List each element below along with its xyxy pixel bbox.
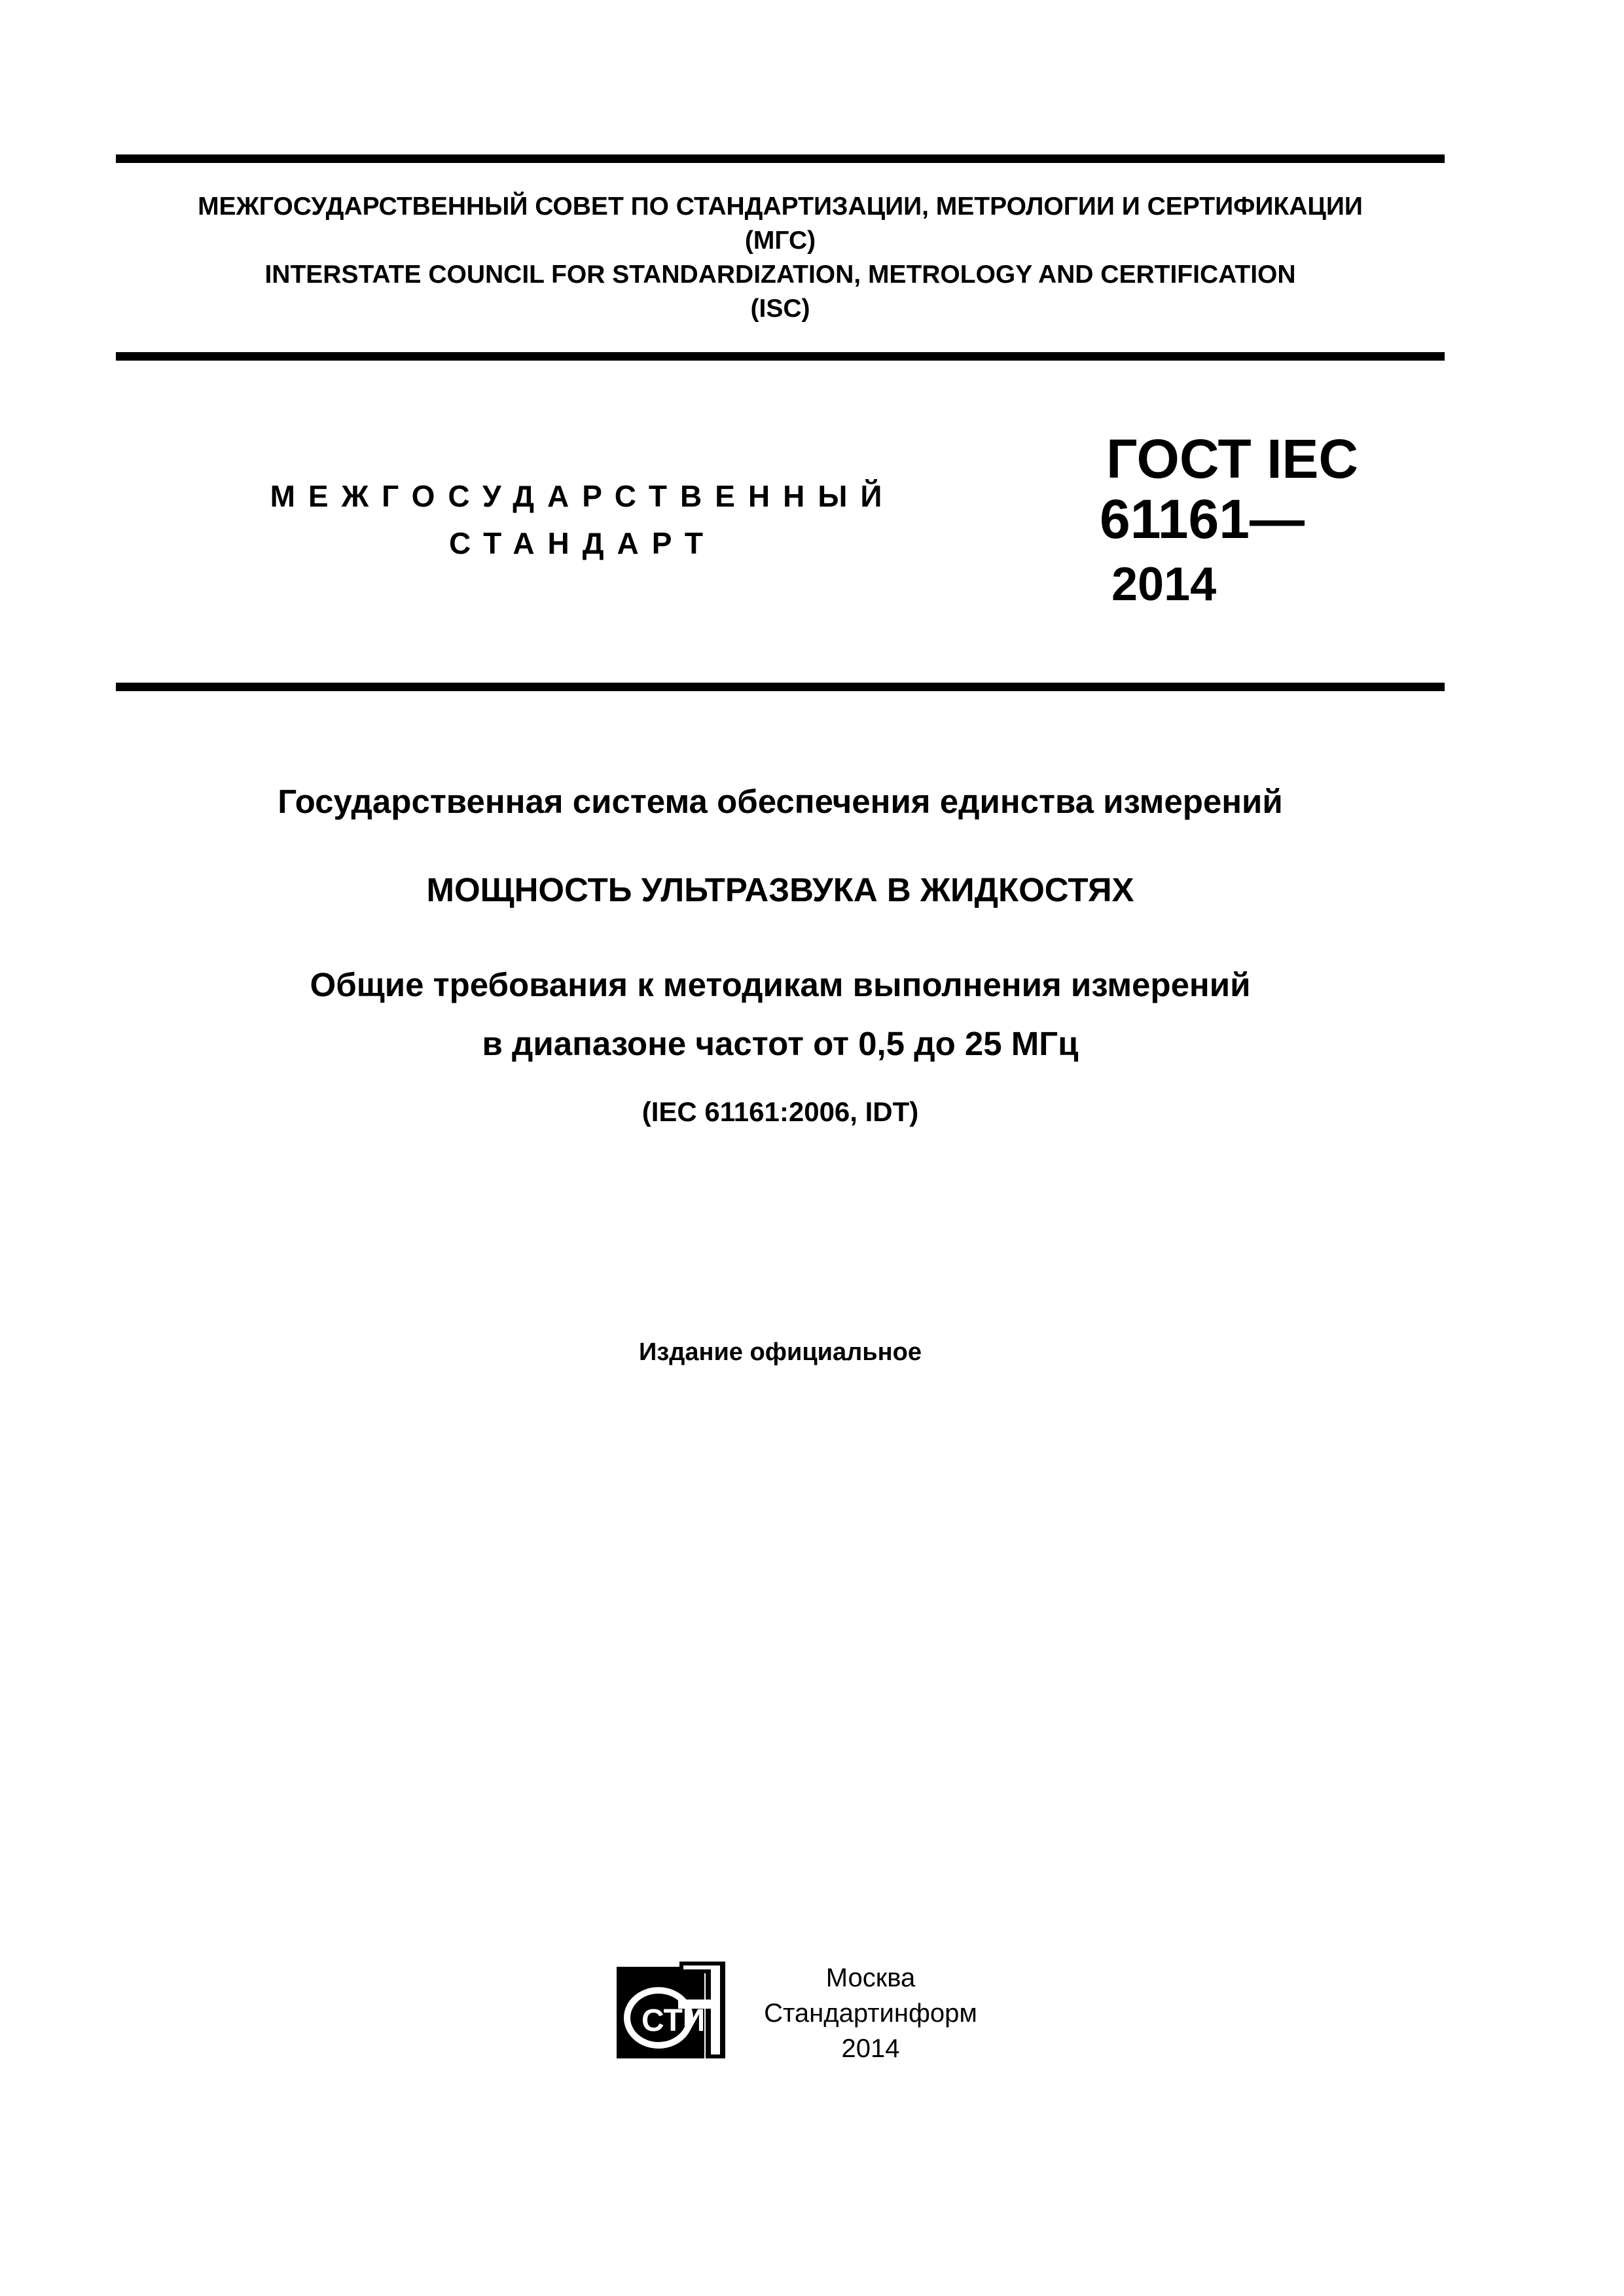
standartinform-logo-icon: [615, 1960, 728, 2062]
standard-kind-line1: МЕЖГОСУДАРСТВЕННЫЙ: [270, 479, 895, 513]
designation-rule: [116, 683, 1445, 691]
main-title: МОЩНОСТЬ УЛЬТРАЗВУКА В ЖИДКОСТЯХ: [426, 871, 1134, 908]
header-rule: [116, 352, 1445, 361]
council-abbr-en: (ISC): [750, 295, 810, 323]
imprint-year: 2014: [841, 2034, 900, 2063]
subtitle: [116, 956, 1445, 1073]
equivalence-note: (IEC 61161:2006, IDT): [641, 1096, 919, 1127]
standard-kind: [249, 473, 916, 567]
system-title: Государственная система обеспечения единства измерений: [278, 783, 1283, 820]
council-header: [116, 190, 1445, 326]
imprint: [727, 1960, 1015, 2066]
logo-letters: СТИ: [641, 2003, 706, 2038]
council-name-ru: МЕЖГОСУДАРСТВЕННЫЙ СОВЕТ ПО СТАНДАРТИЗАЦИИ, МЕТРОЛОГИИ И СЕРТИФИКАЦИИ: [198, 192, 1363, 221]
council-abbr-ru: (МГС): [744, 226, 816, 255]
top-rule: [116, 154, 1445, 163]
edition-label: Издание официальное: [639, 1338, 922, 1366]
subtitle-line2: в диапазоне частот от 0,5 до 25 МГц: [482, 1025, 1079, 1062]
imprint-publisher: Стандартинформ: [764, 1999, 977, 2028]
designation-year: 2014: [1111, 558, 1217, 611]
designation-number: 61161—: [1100, 488, 1305, 550]
designation-prefix: ГОСТ IEC: [1106, 428, 1359, 490]
council-name-en: INTERSTATE COUNCIL FOR STANDARDIZATION, METROLOGY AND CERTIFICATION: [264, 260, 1296, 289]
standard-kind-line2: СТАНДАРТ: [449, 526, 716, 560]
subtitle-line1: Общие требования к методикам выполнения измерений: [310, 966, 1251, 1003]
imprint-city: Москва: [825, 1964, 916, 1992]
